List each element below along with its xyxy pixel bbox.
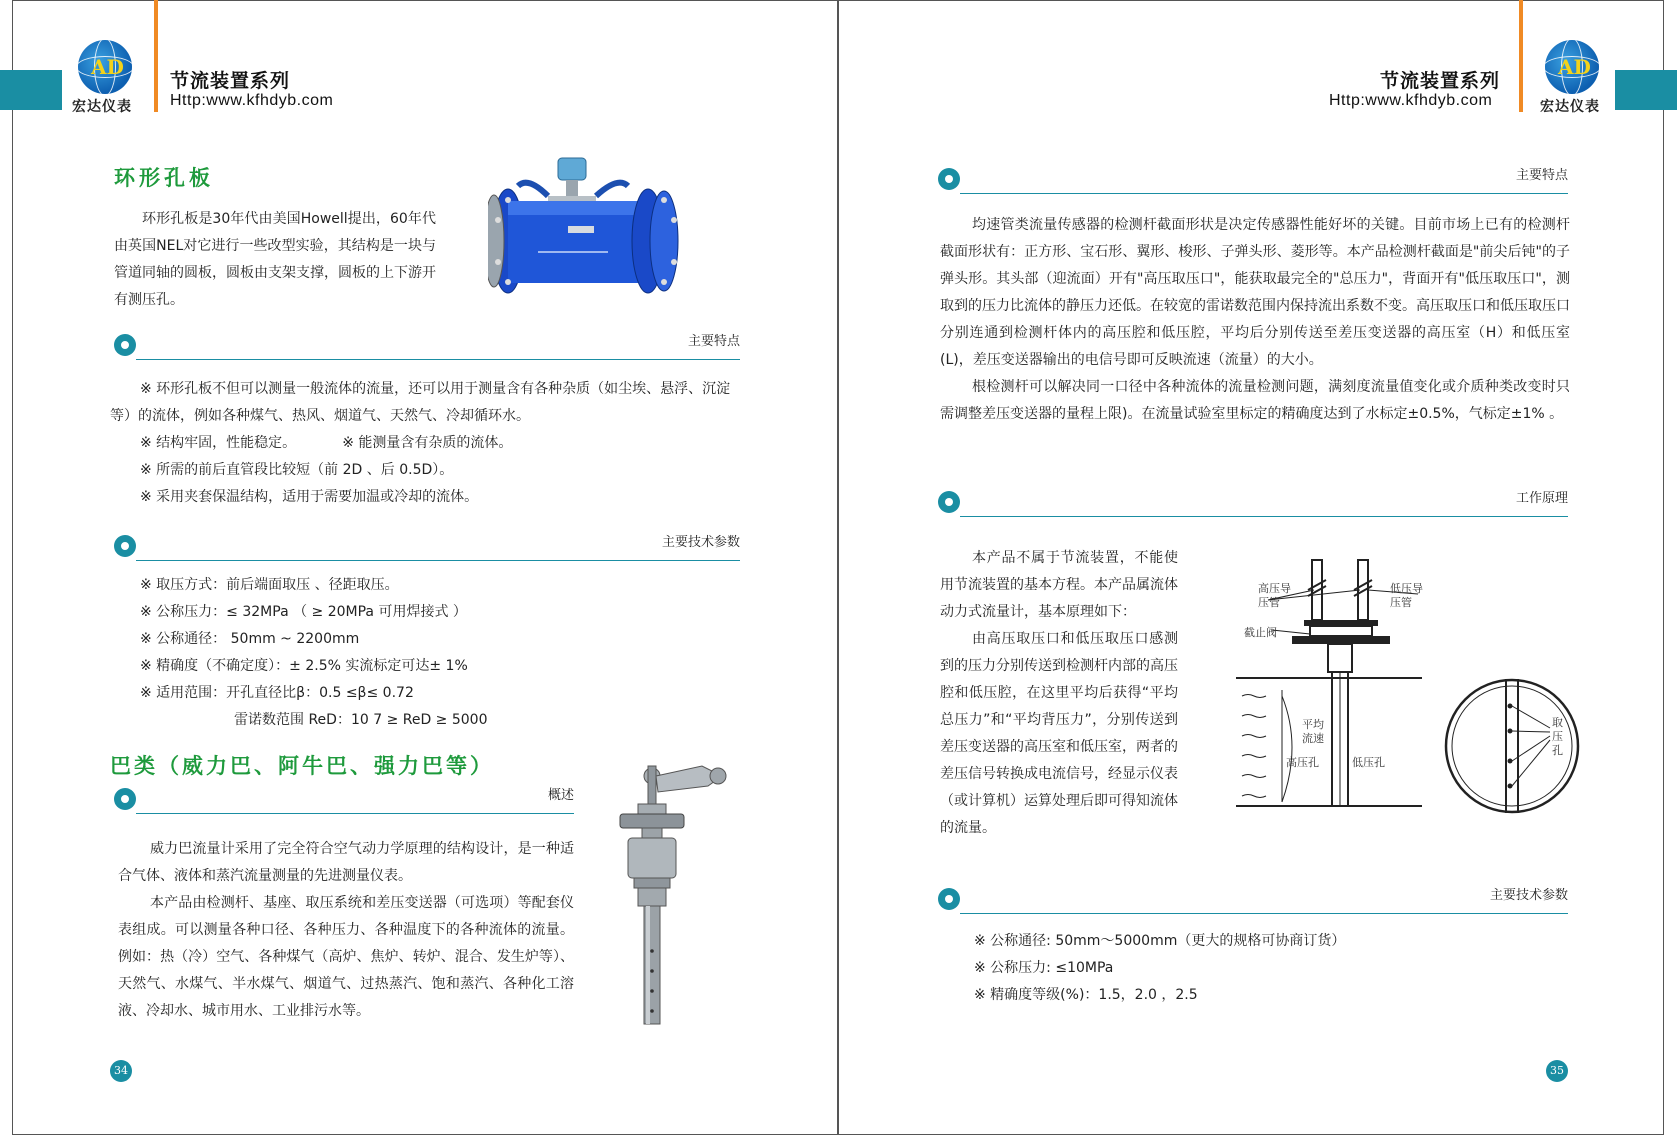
right-features-text: [940, 212, 1570, 428]
annubar-paragraph-1: 威力巴流量计采用了完全符合空气动力学原理的结构设计，是一种适合气体、液体和蒸汽流量测量的先进测量仪表。: [118, 841, 574, 884]
right-param-3: ※ 精确度等级(%)：1.5，2.0 ，2.5: [974, 987, 1198, 1003]
left-series-title: 节流装置系列: [170, 70, 291, 92]
right-features-label: 主要特点: [1515, 168, 1568, 183]
orifice-param-5: ※ 适用范围：开孔直径比β：0.5 ≤β≤ 0.72: [140, 685, 414, 701]
right-param-2: ※ 公称压力: ≤10MPa: [974, 960, 1114, 976]
orifice-feature-5: ※ 采用夹套保温结构，适用于需要加温或冷却的流体。: [140, 489, 479, 505]
left-logo-letters: AD: [91, 55, 124, 79]
right-brand-name: 宏达仪表: [1540, 99, 1600, 115]
right-params-header: [938, 886, 1568, 916]
orifice-features-header: [114, 332, 740, 362]
right-param-1: ※ 公称通径: 50mm～5000mm（更大的规格可协商订货）: [974, 933, 1346, 949]
orifice-features-label: 主要特点: [687, 334, 740, 349]
orifice-param-4: ※ 精确度（不确定度）：± 2.5% 实流标定可达± 1%: [140, 658, 468, 674]
orifice-params-label: 主要技术参数: [661, 535, 740, 550]
left-header-divider: [154, 0, 158, 112]
orifice-param-2: ※ 公称压力：≤ 32MPa （ ≥ 20MPa 可用焊接式 ）: [140, 604, 467, 620]
orifice-features-list: [110, 376, 740, 511]
orifice-title: 环形孔板: [114, 166, 214, 190]
principle-paragraph-1: 本产品不属于节流装置，不能使用节流装置的基本方程。本产品属流体动力式流量计，基本原理如下：: [940, 550, 1178, 620]
orifice-param-6: 雷诺数范围 ReD：10 7 ≥ ReD ≥ 5000: [234, 712, 488, 728]
orifice-flowmeter-image: [488, 156, 688, 316]
orifice-feature-3: ※ 能测量含有杂质的流体。: [342, 435, 513, 451]
right-series-title: 节流装置系列: [1380, 70, 1501, 92]
section-bullet-icon: [938, 168, 960, 190]
right-header-band: [1615, 70, 1677, 110]
section-bullet-icon: [114, 535, 136, 557]
orifice-feature-4: ※ 所需的前后直管段比较短（前 2D 、后 0.5D）。: [140, 462, 454, 478]
left-brand-name: 宏达仪表: [72, 99, 132, 115]
diagram-label-valve: 截止阀: [1244, 626, 1277, 639]
annubar-title: 巴类（威力巴、阿牛巴、强力巴等）: [110, 754, 494, 778]
annubar-paragraph-2: 本产品由检测杆、基座、取压系统和差压变送器（可选项）等配套仪表组成。可以测量各种口径、各种压力、各种温度下的各种流体的流量。例如：热（冷）空气、各种煤气（高炉、焦炉、转炉、混合、发生炉等）、天然气、水煤气、半水煤气、烟道气、过热蒸汽、饱和蒸汽、各种化工溶液、冷却水、城市用水、工业排污水等。: [118, 895, 574, 1019]
diagram-label-high-hole: 高压孔: [1286, 756, 1319, 769]
section-bullet-icon: [938, 888, 960, 910]
right-logo-globe-icon: [1545, 40, 1599, 94]
principle-label: 工作原理: [1515, 491, 1568, 506]
left-website-url[interactable]: Http:www.kfhdyb.com: [170, 92, 334, 109]
annubar-overview-text: [118, 836, 574, 1025]
right-features-paragraph-2: 根检测杆可以解决同一口径中各种流体的流量检测问题，满刻度流量值变化或介质种类改变时只需调整差压变送器的量程上限)。在流量试验室里标定的精确度达到了水标定±0.5%，气标定±1% 。: [940, 379, 1570, 422]
principle-text: [940, 545, 1178, 842]
principle-header: [938, 489, 1568, 519]
diagram-label-low-hole: 低压孔: [1352, 756, 1385, 769]
right-params-label: 主要技术参数: [1489, 888, 1568, 903]
diagram-label-low-tube: 低压导压管: [1390, 582, 1423, 609]
annubar-sensor-image: [612, 756, 732, 1030]
right-params-list: [974, 928, 1554, 1009]
orifice-param-1: ※ 取压方式：前后端面取压 、径距取压。: [140, 577, 399, 593]
section-bullet-icon: [114, 788, 136, 810]
orifice-param-3: ※ 公称通径： 50mm ~ 2200mm: [140, 631, 360, 647]
left-header-band: [0, 70, 62, 110]
right-features-paragraph-1: 均速管类流量传感器的检测杆截面形状是决定传感器性能好坏的关键。目前市场上已有的检测杆截面形状有：正方形、宝石形、翼形、梭形、子弹头形、菱形等。本产品检测杆截面是"前尖后钝"的子弹头形。其头部（迎流面）开有"高压取压口"，能获取最完全的"总压力"，背面开有"低压取压口"，测取到的压力比流体的静压力还低。在较宽的雷诺数范围内保持流出系数不变。高压取压口和低压取压口分别连通到检测杆体内的高压腔和低压腔，平均后分别传送至差压变送器的高压室（H）和低压室(L)，差压变送器输出的电信号即可反映流速（流量）的大小。: [940, 217, 1570, 368]
orifice-params-list: [140, 572, 740, 734]
principle-paragraph-2: 由高压取压口和低压取压口感测到的压力分别传送到检测杆内部的高压腔和低压腔，在这里平均后获得“平均总压力”和“平均背压力”，分别传送到差压变送器的高压室和低压室，两者的差压信号转换成电流信号，经显示仪表（或计算机）运算处理后即可得知流体的流量。: [940, 631, 1178, 836]
annubar-overview-header: [114, 786, 574, 816]
orifice-intro: [114, 206, 436, 314]
section-bullet-icon: [938, 491, 960, 513]
diagram-label-avg-flow: 平均流速: [1302, 718, 1324, 745]
left-page-number: 34: [110, 1060, 132, 1082]
left-logo-globe-icon: [78, 40, 132, 94]
diagram-label-tap-hole: 取压孔: [1552, 716, 1563, 757]
right-features-header: [938, 166, 1568, 196]
orifice-feature-2: ※ 结构牢固，性能稳定。: [140, 435, 297, 451]
right-logo-letters: AD: [1558, 55, 1591, 79]
diagram-label-high-tube: 高压导压管: [1258, 582, 1291, 609]
right-website-url[interactable]: Http:www.kfhdyb.com: [1329, 92, 1493, 109]
right-header-divider: [1519, 0, 1523, 112]
orifice-params-header: [114, 533, 740, 563]
section-bullet-icon: [114, 334, 136, 356]
annubar-overview-label: 概述: [547, 788, 574, 803]
right-page-number: 35: [1546, 1060, 1568, 1082]
orifice-feature-1: ※ 环形孔板不但可以测量一般流体的流量，还可以用于测量含有各种杂质（如尘埃、悬浮、沉淀等）的流体，例如各种煤气、热风、烟道气、天然气、冷却循环水。: [110, 381, 731, 424]
orifice-intro-text: 环形孔板是30年代由美国Howell提出，60年代由英国NEL对它进行一些改型实验，其结构是一块与管道同轴的圆板，圆板由支架支撑，圆板的上下游开有测压孔。: [114, 211, 436, 308]
